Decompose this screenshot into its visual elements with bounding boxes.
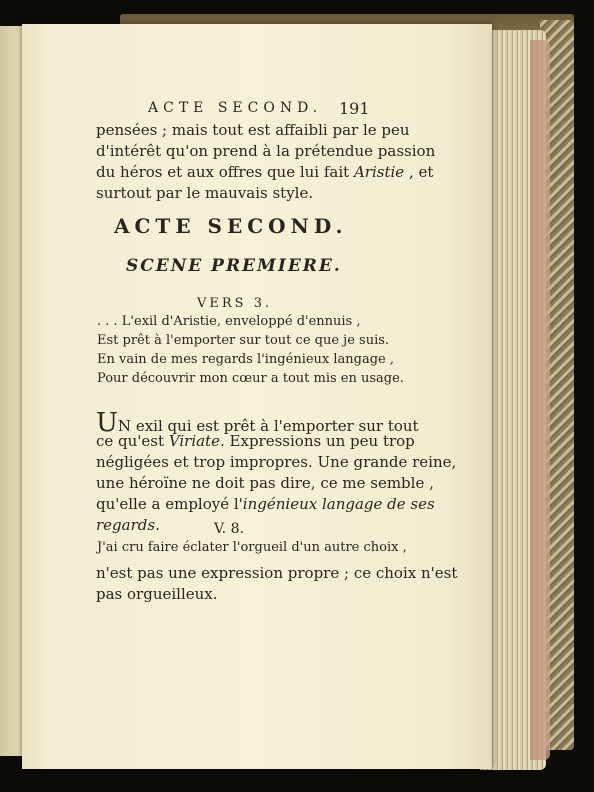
quote-line-4: Pour découvrir mon cœur a tout mis en usage. bbox=[97, 371, 404, 386]
act-heading: ACTE SECOND. bbox=[114, 214, 348, 238]
commentary-line-5: qu'elle a employé l'ingénieux langage de ses bbox=[96, 495, 435, 513]
commentary2-line-2: pas orgueilleux. bbox=[96, 585, 218, 603]
quote-line-1: . . . L'exil d'Aristie, enveloppé d'ennuis , bbox=[97, 314, 361, 329]
page-number: 191 bbox=[339, 99, 370, 118]
verse-reference-2: V. 8. bbox=[214, 521, 244, 537]
intro-line-1: pensées ; mais tout est affaibli par le peu bbox=[96, 121, 410, 139]
scene-heading: SCENE PREMIERE. bbox=[126, 256, 342, 276]
running-head: ACTE SECOND. bbox=[148, 100, 323, 116]
commentary-line-6: regards. bbox=[96, 516, 160, 534]
quote-line-2: Est prêt à l'emporter sur tout ce que je suis. bbox=[97, 333, 390, 348]
left-page-sliver bbox=[0, 26, 24, 756]
verse-reference: VERS 3. bbox=[197, 296, 273, 311]
intro-line-2: d'intérêt qu'on prend à la prétendue passion bbox=[96, 142, 436, 160]
commentary2-line-1: n'est pas une expression propre ; ce choix n'est bbox=[96, 564, 458, 582]
commentary-line-4: une héroïne ne doit pas dire, ce me semble , bbox=[96, 474, 434, 492]
intro-line-4: surtout par le mauvais style. bbox=[96, 184, 314, 202]
commentary-line-3: négligées et trop impropres. Une grande reine, bbox=[96, 453, 457, 471]
page-edges-tinted bbox=[530, 40, 550, 760]
commentary-line-1: UN exil qui est prêt à l'emporter sur tout bbox=[96, 408, 419, 438]
quote-2: J'ai cru faire éclater l'orgueil d'un autre choix , bbox=[97, 540, 407, 555]
quote-line-3: En vain de mes regards l'ingénieux langage , bbox=[97, 352, 395, 367]
commentary-line-2: ce qu'est Viriate. Expressions un peu trop bbox=[96, 432, 415, 450]
drop-cap: U bbox=[96, 408, 118, 438]
intro-line-3: du héros et aux offres que lui fait Aristie , et bbox=[96, 163, 434, 181]
